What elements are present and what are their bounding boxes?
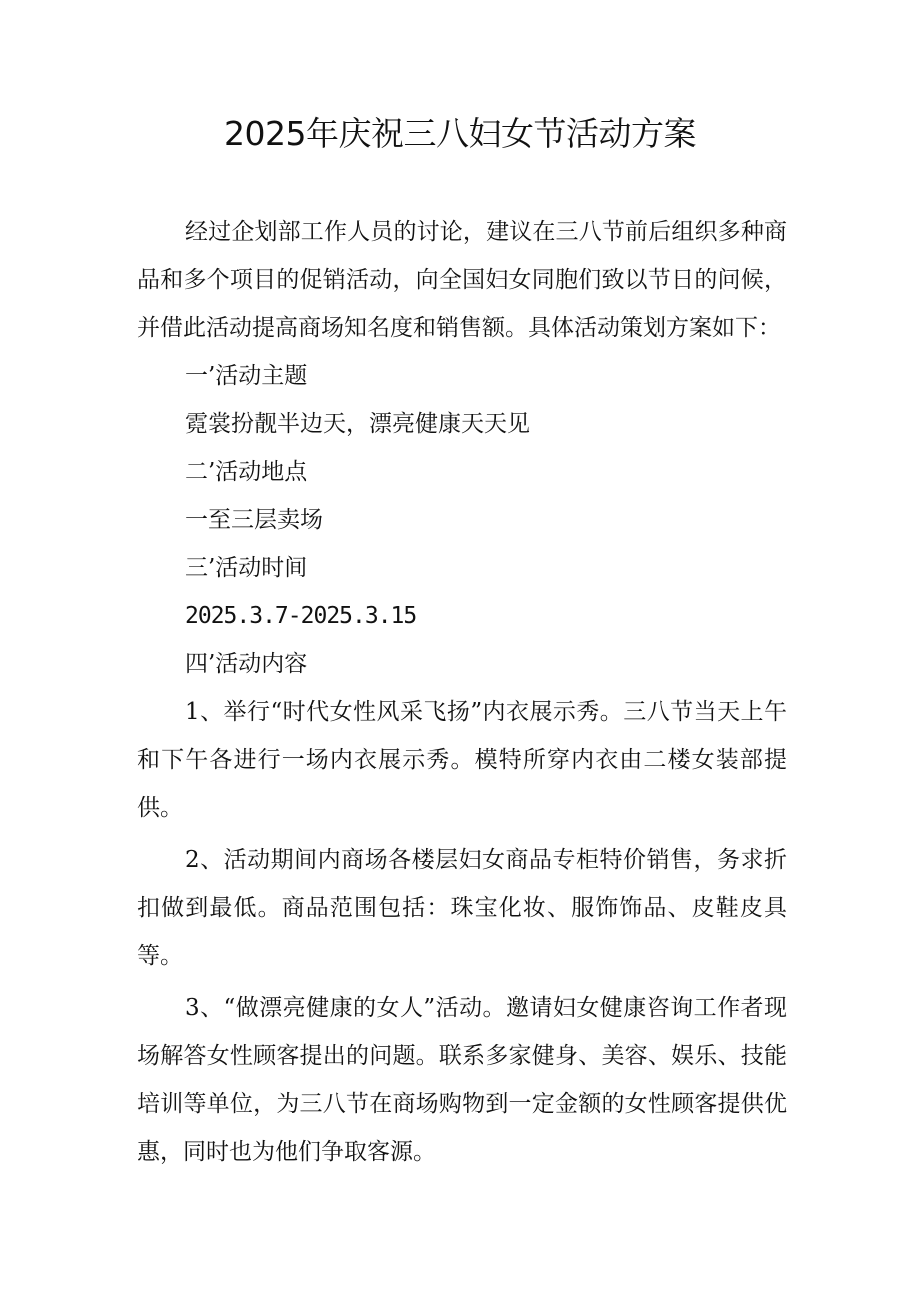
section-heading-time: 三’活动时间: [185, 555, 308, 581]
section-text-theme: 霓裳扮靓半边天，漂亮健康天天见: [185, 411, 530, 437]
section-heading-location: 二’活动地点: [185, 459, 308, 485]
content-item-2: 2、活动期间内商场各楼层妇女商品专柜特价销售，务求折扣做到最低。商品范围包括：珠宝化妆、服饰饰品、皮鞋皮具等。: [137, 847, 787, 969]
content-item-3: 3、“做漂亮健康的女人”活动。邀请妇女健康咨询工作者现场解答女性顾客提出的问题。联系多家健身、美容、娱乐、技能培训等单位，为三八节在商场购物到一定金额的女性顾客提供优惠，同时也为他们争取客源。: [137, 995, 787, 1165]
content-item-1: 1、举行“时代女性风采飞扬”内衣展示秀。三八节当天上午和下午各进行一场内衣展示秀。模特所穿内衣由二楼女装部提供。: [137, 699, 787, 821]
intro-paragraph: 经过企划部工作人员的讨论，建议在三八节前后组织多种商品和多个项目的促销活动，向全国妇女同胞们致以节日的问候，并借此活动提高商场知名度和销售额。具体活动策划方案如下：: [137, 219, 787, 341]
section-heading-content: 四’活动内容: [185, 651, 308, 677]
section-heading-theme: 一’活动主题: [185, 363, 308, 389]
document-title: 2025年庆祝三八妇女节活动方案: [224, 114, 696, 153]
section-text-location: 一至三层卖场: [185, 507, 323, 533]
document-body: [137, 208, 787, 1176]
section-text-time: 2025.3.7-2025.3.15: [185, 603, 417, 629]
